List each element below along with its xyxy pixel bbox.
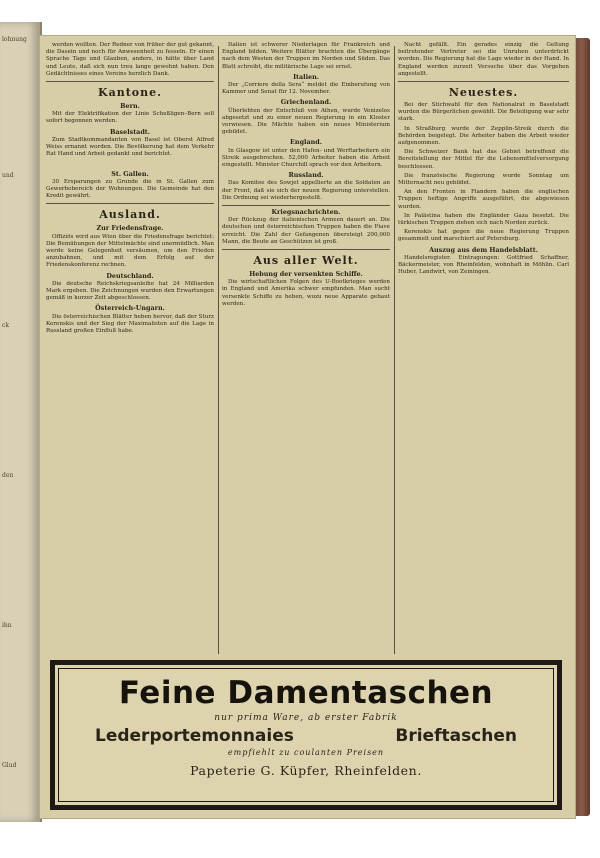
advertisement-box bbox=[50, 660, 562, 810]
news-item: Bei der Stichwahl für den Nationalrat in Baselstadt wurden die Bürgerlichen gewählt. Die Beteiligung war sehr stark. bbox=[398, 102, 569, 123]
subheading-oesterreich: Österreich-Ungarn. bbox=[95, 304, 165, 313]
previous-page-edge bbox=[0, 22, 42, 822]
article-text: Offiziös wird aus Wien über die Friedensfrage berichtet: Die Bemühungen der Mittelmächte sind unermüdlich. Man werde keine Gelegenheit versäumen, um den Frieden anzubahnen, und mit dem Erfolg auf der Friedenskonferenz rechnen. bbox=[46, 233, 214, 269]
divider bbox=[46, 203, 214, 204]
body-filler bbox=[46, 160, 214, 167]
article-text: Mit der Elektrifikation der Linie Scheßligen–Bern soll sofort begonnen werden. bbox=[46, 111, 214, 125]
article-text: Die österreichischen Blätter heben hervor, daß der Sturz Kerenskis und der Sieg der Maximalisten auf die Lage in Russland großen Einfluß habe. bbox=[46, 313, 214, 335]
column-3 bbox=[398, 42, 569, 654]
newspaper-page bbox=[40, 36, 575, 818]
article-text: Die deutsche Reichskriegsanleihe hat 24 Milliarden Mark ergeben. Die Zeichnungen wurden den Erwartungen gemäß in kurzer Zeit abgeschlossen. bbox=[46, 280, 214, 302]
section-heading-kantone: Kantone. bbox=[98, 86, 162, 100]
section-heading-neuestes: Neuestes. bbox=[448, 86, 519, 100]
subheading-basel: Baselstadt. bbox=[110, 127, 150, 136]
left-page-fragment: und bbox=[2, 172, 14, 179]
subheading-auszug: Auszug aus dem Handelsblatt. bbox=[429, 245, 538, 254]
subheading-friedensfrage: Zur Friedensfrage. bbox=[96, 224, 164, 233]
article-text: Handelsregister. Eintragungen: Gottfried Schaffner, Bäckermeister, von Rheinfelden, wohnhaft in Möhlin. Carl Huber, Landwirt, von Zeiningen. bbox=[398, 254, 569, 276]
subheading-stgallen: St. Gallen. bbox=[111, 169, 149, 178]
text-columns bbox=[46, 42, 569, 654]
divider bbox=[46, 81, 214, 82]
article-text: werden wollten. Der Redner von früher der gut gekannt, die Dasein und noch für Anwesenheit zu fesseln. Er einen Sprache Tage und Glauben, anders, in hätte über Land und Leute, daß sich nun treu lange gewohnt haben. Den Gedächtnisses eines Vereins herzlich Dank. bbox=[46, 42, 214, 77]
news-item: In Palästina haben die Engländer Gaza besetzt. Die türkischen Truppen ziehen sich nach Norden zurück. bbox=[398, 212, 569, 227]
left-page-fragment: ihn bbox=[2, 622, 12, 629]
section-heading-ausland: Ausland. bbox=[99, 208, 161, 222]
column-rule bbox=[394, 46, 395, 654]
subheading-italien: Italien. bbox=[293, 72, 319, 81]
subheading-hebung: Hebung der versenkten Schiffe. bbox=[249, 270, 363, 279]
divider bbox=[222, 205, 390, 206]
subheading-deutschland: Deutschland. bbox=[106, 271, 154, 280]
article-text: Nacht gefällt. Ein gerades einzig die Geltung beitretender Vertreter sei die Unruhen unterdrückt worden. Die Regierung hat die Lage wieder in der Hand. In England werden zurzeit Versuche über das Vorgehen angestellt. bbox=[398, 42, 569, 77]
subheading-russland: Russland. bbox=[288, 171, 324, 180]
ad-item-left: Lederportemonnaies bbox=[95, 726, 294, 746]
news-item: Die französische Regierung wurde Sonntag um Mitternacht neu gebildet. bbox=[398, 172, 569, 187]
news-item: Die Schweizer Bank hat das Gebiet betreffend die Bereitstellung der Mittel für die Lebensmittelversorgung beschlossen. bbox=[398, 149, 569, 170]
subheading-bern: Bern. bbox=[120, 102, 140, 111]
news-item: An den Fronten in Flandern haben die englischen Truppen heftige Angriffe ausgeführt, die abgewiesen wurden. bbox=[398, 189, 569, 210]
subheading-kriegsnachrichten: Kriegsnachrichten. bbox=[271, 208, 341, 217]
column-1 bbox=[46, 42, 214, 654]
divider bbox=[398, 81, 569, 82]
section-heading-welt: Aus aller Welt. bbox=[253, 254, 359, 268]
left-page-fragment: Glud bbox=[2, 762, 17, 769]
article-text: Der „Corriere della Sera“ meldet die Einberufung von Kammer und Senat für 12. November. bbox=[222, 82, 390, 96]
subheading-england: England. bbox=[290, 138, 322, 147]
divider bbox=[222, 249, 390, 250]
subheading-griechenland: Griechenland. bbox=[280, 98, 332, 107]
news-item: Kerenskis hat gegen die neue Regierung Truppen gesammelt und marschiert auf Petersburg. bbox=[398, 229, 569, 243]
article-text: Das Komitee des Sowjet appellierte an die Soldaten an der Front, daß sie sich der neuen Regierung unterstellen. Die Ordnung sei wiederhergestellt. bbox=[222, 180, 390, 201]
ad-shop-name: Papeterie G. Küpfer, Rheinfelden. bbox=[190, 763, 422, 778]
left-page-fragment: ck bbox=[2, 322, 9, 329]
ad-inner-border bbox=[58, 668, 554, 802]
news-item: In Straßburg wurde der Zepplin-Streik durch die Behörden beigelegt. Die Arbeiter haben die Arbeit wieder aufgenommen. bbox=[398, 125, 569, 147]
left-page-fragment: lohnung bbox=[2, 36, 27, 43]
article-text: Überlebten der Entschluß von Athen, wurde Venizelos abgesetzt und zu einer neuen Regierung in ein Kloster verwiesen. Die Mächte haben ein neues Ministerium gebildet. bbox=[222, 107, 390, 136]
article-text: Italien ist schwerer Niederlagen für Frankreich und England bilden. Weitere Blätter brachten die Übergänge nach dem Westen der Truppen im Norden und Süden. Das Blatt schreibt, die militärische Lage sei ernst. bbox=[222, 42, 390, 70]
left-page-fragment: den bbox=[2, 472, 14, 479]
article-text: Der Rückzug der italienischen Armeen dauert an. Die deutschen und österreichischen Truppen haben die Piave erreicht. Die Zahl der Gefangenen übersteigt 200,000 Mann, die Beute an Geschützen ist groß. bbox=[222, 217, 390, 245]
column-rule bbox=[218, 46, 219, 654]
article-text: 30 Ersparungen zu Grunde die in St. Gallen zum Gewerbebereich der Wohnungen. Die Gemeinde hat den Kredit gewährt. bbox=[46, 178, 214, 200]
ad-headline: Feine Damentaschen bbox=[118, 675, 494, 711]
ad-item-right: Brieftaschen bbox=[395, 726, 517, 746]
article-text: Zum Stadtkommandanten von Basel ist Oberst Alfred Weiss ernannt worden. Die Bevölkerung hat dem Verkehr Rat Hand und Arbeit gedankt und berichtet. bbox=[46, 136, 214, 158]
ad-price-line: empfiehlt zu coulanten Preisen bbox=[227, 748, 385, 757]
article-text: In Glasgow ist unter den Hafen- und Werftarbeitern ein Streik ausgebrochen. 52,000 Arbeiter haben die Arbeit eingestellt. Minister Churchill sprach vor den Arbeitern. bbox=[222, 147, 390, 169]
article-text: Die wirtschaftlichen Folgen des U-Bootkrieges werden in England und Amerika schwer empfunden. Man sucht versenkte Schiffe zu heben, wozu neue Apparate gebaut werden. bbox=[222, 279, 390, 307]
column-2 bbox=[222, 42, 390, 654]
ad-subline: nur prima Ware, ab erster Fabrik bbox=[214, 713, 398, 723]
book-spine bbox=[574, 38, 590, 816]
